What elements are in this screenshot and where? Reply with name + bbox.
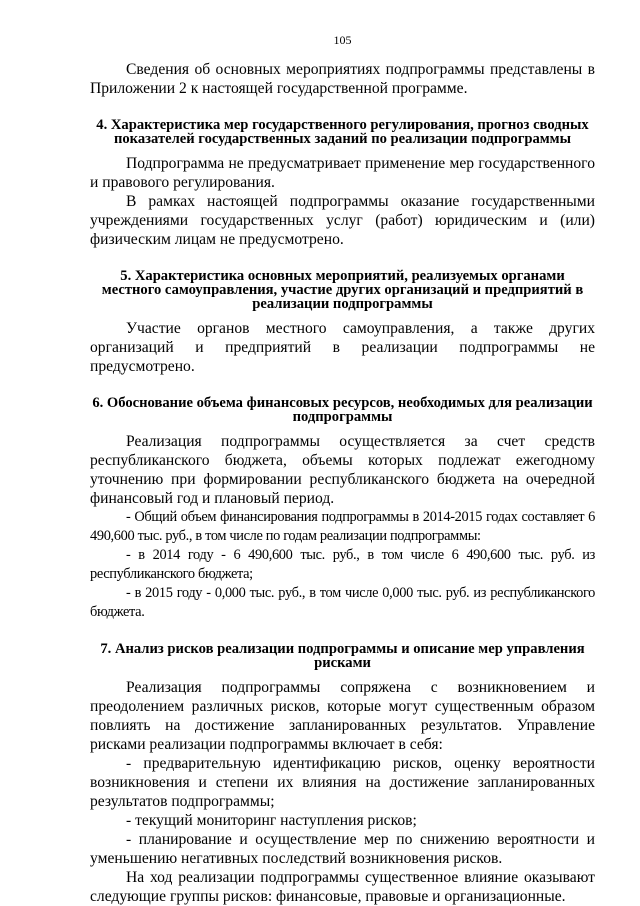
document-page: [90, 33, 595, 906]
section-7-paragraph-2: - предварительную идентификацию рисков, оценку вероятности возникновения и степени их влияния на достижение запланированных результатов подпрограммы;: [90, 755, 595, 810]
section-4-paragraph-2: В рамках настоящей подпрограммы оказание государственными учреждениями государственных услуг (работ) юридическим и (или) физическим лицам не предусмотрено.: [90, 193, 595, 248]
section-4-title: 4. Характеристика мер государственного регулирования, прогноз сводных показателей государственных заданий по реализации подпрограммы: [96, 117, 589, 147]
section-6-paragraph-1: Реализация подпрограммы осуществляется за счет средств республиканского бюджета, объемы которых подлежат ежегодному уточнению при формировании республиканского бюджета на очередной финансовый год и плановый период.: [90, 433, 595, 507]
intro-paragraph: Сведения об основных мероприятиях подпрограммы представлены в Приложении 2 к настоящей государственной программе.: [90, 61, 595, 97]
section-7-paragraph-5: На ход реализации подпрограммы существенное влияние оказывают следующие группы рисков: финансовые, правовые и организационные.: [90, 869, 595, 905]
section-7-paragraph-3: - текущий мониторинг наступления рисков;: [126, 812, 417, 829]
section-6-paragraph-2: - Общий объем финансирования подпрограммы в 2014-2015 годах составляет 6 490,600 тыс. руб., в том числе по годам реализации подпрограммы:: [90, 509, 595, 544]
section-6-paragraph-4: - в 2015 году - 0,000 тыс. руб., в том числе 0,000 тыс. руб. из республиканского бюджета.: [90, 585, 595, 620]
section-7-paragraph-4: - планирование и осуществление мер по снижению вероятности и уменьшению негативных последствий возникновения рисков.: [90, 831, 595, 867]
page-number: 105: [333, 33, 352, 47]
section-6-title: 6. Обоснование объема финансовых ресурсов, необходимых для реализации подпрограммы: [92, 395, 593, 425]
section-7-title: 7. Анализ рисков реализации подпрограммы и описание мер управления рисками: [100, 641, 585, 671]
section-7-paragraph-1: Реализация подпрограммы сопряжена с возникновением и преодолением различных рисков, которые могут существенным образом повлиять на достижение запланированных результатов. Управление рисками реализации подпрограммы включает в себя:: [90, 679, 595, 753]
section-4-paragraph-1: Подпрограмма не предусматривает применение мер государственного и правового регулирования.: [90, 155, 595, 191]
section-5-paragraph-1: Участие органов местного самоуправления, а также других организаций и предприятий в реализации подпрограммы не предусмотрено.: [90, 320, 595, 375]
section-6-paragraph-3: - в 2014 году - 6 490,600 тыс. руб., в том числе 6 490,600 тыс. руб. из республиканского бюджета;: [90, 547, 595, 582]
section-5-title: 5. Характеристика основных мероприятий, реализуемых органами местного самоуправления, участие других организаций и предприятий в реализации подпрограммы: [101, 268, 584, 312]
